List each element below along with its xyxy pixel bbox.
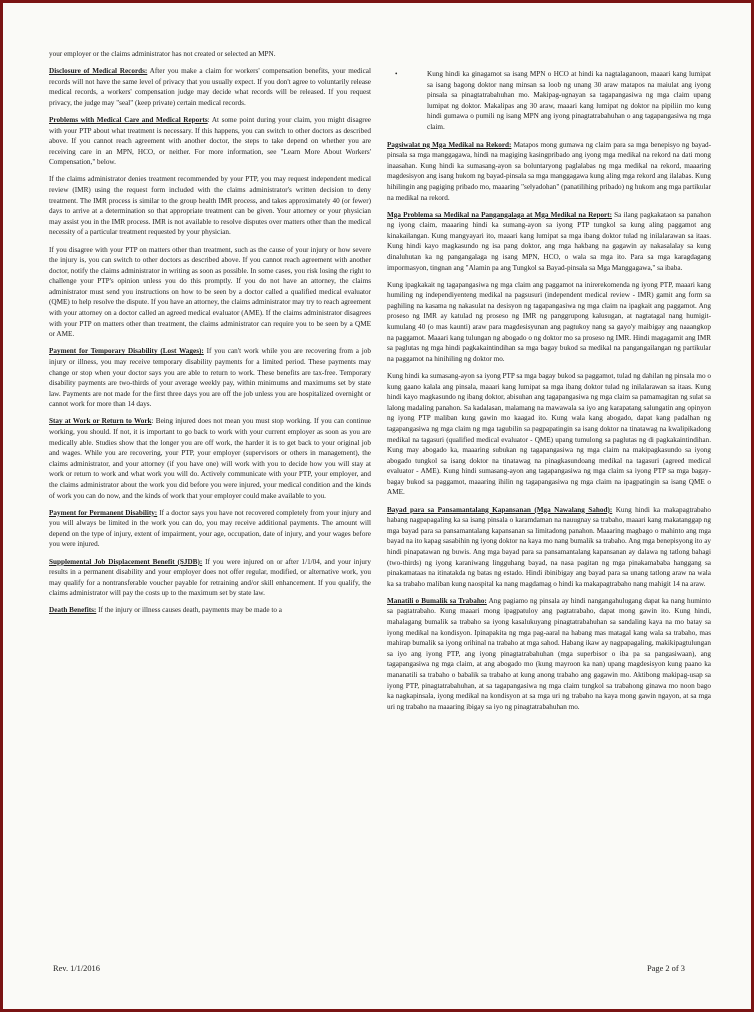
heading-bayad: Bayad para sa Pansamantalang Kapansanan (Mga Nawalang Sahod): bbox=[387, 505, 613, 514]
paragraph-mpn-note: your employer or the claims administrator has not created or selected an MPN. bbox=[49, 50, 276, 58]
heading-stay-at-work: Stay at Work or Return to Work bbox=[49, 417, 152, 426]
paragraph-stay-at-work: Stay at Work or Return to Work: Being injured does not mean you must stop working. If you can continue working, you should. If not, it is important to go back to work with your current employer as soon as you are medically able. Studies show that the longer you are off work, the harder it is to get back to your original job and wages. While you are recovering, your PTP, your employer (supervisors or others in management), the claims administrator, and your attorney (if you have one) will work with you to decide how you will stay at work or return to work and what work you will do. Actively communicate with your PTP, your employer, and the claims administrator about the work you did before you were injured, your medical condition and the kinds of work you can do now, and the kinds of work that your employer could make available to you. bbox=[49, 417, 371, 500]
heading-sjdb: Supplemental Job Displacement Benefit (SJDB): bbox=[49, 557, 203, 566]
heading-temporary-disability: Payment for Temporary Disability (Lost Wages): bbox=[49, 347, 204, 356]
heading-death-benefits: Death Benefits: bbox=[49, 606, 97, 615]
bullet-item: • Kung hindi ka ginagamot sa isang MPN o HCO at hindi ka nagtalaganoon, maaari kang lumipat sa isang bagong doktor nang minsan sa loob ng unang 30 araw matapos na maiulat ang iyong pinsala sa pinagtatrabahuhan mo. Makipag-ugnayan sa tagapangasiwa ng mga claim upang lumipat ng doktor. Makalipas ang 30 araw, maaari kang lumipat ng doktor na pipiliin mo kung hindi gumawa o pumili ng isang MPN ang iyong pinagtatrabahuhan o ang tagapangasiwa ng mga claim. bbox=[395, 70, 711, 131]
paragraph-death-benefits: Death Benefits: If the injury or illness causes death, payments may be made to a bbox=[49, 606, 282, 615]
paragraph-imr: If the claims administrator denies treatment recommended by your PTP, you may request independent medical review (IMR) using the request form included with the claims administrator's written decision to deny treatment. The IMR process is similar to the group health IMR process, and takes approximately 40 (or fewer) days to arrive at a determination so that appropriate treatment can be given. Your attorney or your physician may assist you in the IMR process. IMR is not available to resolve disputes over matters other than the medical necessity of a particular treatment requested by your physician. bbox=[49, 175, 371, 237]
paragraph-disclosure: Disclosure of Medical Records: After you make a claim for workers' compensation benefits, your medical records will not have the same level of privacy that you usually expect. If you don't agree to voluntarily release medical records, a workers' compensation judge may decide what records will be released. If you request privacy, the judge may "seal" (keep private) certain medical records. bbox=[49, 67, 371, 107]
heading-permanent-disability: Payment for Permanent Disability: bbox=[49, 508, 158, 517]
footer-page-number: Page 2 of 3 bbox=[647, 964, 685, 973]
heading-disclosure: Disclosure of Medical Records: bbox=[49, 67, 148, 76]
paragraph-problems: Problems with Medical Care and Medical Reports: At some point during your claim, you might disagree with your PTP about what treatment is necessary. If this happens, you can switch to other doctors as described above. If you cannot reach agreement with another doctor, the steps to take depend on whether you are receiving care in an MPN, HCO, or neither. For more information, see "Learn More About Workers' Compensation," below. bbox=[49, 115, 371, 167]
paragraph-bayad: Bayad para sa Pansamantalang Kapansanan (Mga Nawalang Sahod): Kung hindi ka makapagtrabaho habang nagpapagaling ka sa isang pinsala o karamdaman na nauugnay sa trabaho, maaari kang makatanggap ng mga bayad para sa pansamantalang kapansanan sa limitadong panahon. Maaaring magbago o mahinto ang mga bayad na ito kapag sasabihin ng iyong doktor na kaya mo nang bumalik sa trabaho. Ang mga benepisyong ito ay hindi pinapatawan ng buwis. Ang mga bayad para sa pansamantalang kapansanan ay dalawa ng tatlong bahagi (two-thirds) ng iyong karaniwang lingguhang bayad, na nasa pagitan ng mga pinakamababa hanggang sa pinakamataas na itinatakda ng batas ng estado. Hindi ibinibigay ang bayad para sa unang tatlong araw na wala ka sa trabaho maliban kung naospital ka nang magdamag o hindi ka makapagtrabaho nang mahigit 14 na araw. bbox=[387, 505, 711, 588]
heading-manatili: Manatili o Bumalik sa Trabaho: bbox=[387, 596, 487, 605]
paragraph-manatili: Manatili o Bumalik sa Trabaho: Ang pagiamo ng pinsala ay hindi nangangahulugang dapat ka nang huminto sa pagtatrabaho. Kung maaari mong ipagpatuloy ang pagtatrabaho, dapat mong gawin ito. Kung hindi, mahalagang bumalik sa trabaho sa iyong kasalukuyang pinagtatrabahuhan sa sandaling kaya na mo batay sa iyong medikal na kondisyon. Ipinapakita ng mga pag-aaral na habang mas matagal kang wala sa trabaho, mas mahirap bumalik sa iyong orihinal na trabaho at mga sahod. Habang ikaw ay nagpapagaling, makikipagtulungan sa iyo ang iyong PTP, ang iyong pinagtatrabahuhan (mga superbisor o iba pa sa pangasiwaan), ang tagapangasiwa ng mga claim, at ang abogado mo (kung mayroon ka nan) upang magdesisyon kung paano ka mananatili sa trabaho o babalik sa trabaho at kung anong trabaho ang gagawin mo. Aktibong makipag-usap sa iyong PTP, pinagtatrabahuhan, at sa tagapangasiwa ng mga claim tungkol sa trabahong ginawa mo noon bago ka nagkapinsala, iyong medikal na kondisyon at sa mga uri ng trabaho na kaya mong gawin ngayon, at sa mga uri ng trabaho na maaaring ibigay sa iyo ng pinagtatrabahuhan mo. bbox=[387, 596, 711, 711]
paragraph-mga-problema: Mga Problema sa Medikal na Pangangalaga at Mga Medikal na Report: Sa ilang pagkakataon sa panahon ng iyong claim, maaaring hindi ka sumang-ayon sa iyong PTP tungkol sa kung aling paggamot ang kinakailangan. Kung mangyayari ito, maaari kang lumipat sa mga ibang doktor tulad ng inilalarawan sa itaas. Kung hindi kayo magkasundo ng isa pang doktor, ang mga hakbang na gagawin ay nakasalalay sa kung dinaluhutan ka ng pangangalaga ng isang MPN, HCO, o wala sa mga ito. Para sa mga karagdagang impormasyon, tingnan ang "Alamin pa ang Tungkol sa Bayad-pinsala sa Mga Manggagawa," sa ibaba. bbox=[387, 210, 712, 272]
paragraph-sjdb: Supplemental Job Displacement Benefit (SJDB): If you were injured on or after 1/1/04, and your injury results in a permanent disability and your employer does not offer regular, modified, or alternative work, you may qualify for a nontransferable voucher payable for retraining and/or skill enhancement. If you qualify, the claims administrator will pay the costs up to the maximum set by state law. bbox=[49, 557, 371, 598]
paragraph-pagsiwalat: Pagsiwalat ng Mga Medikal na Rekord: Matapos mong gumawa ng claim para sa mga benepisyo ng bayad-pinsala sa mga manggagawa, hindi na magiging kasingpribado ang iyong mga medikal na rekord na dati mong inaasahan. Kung hindi ka sumasang-ayon sa boluntaryong paglalabas ng mga medikal na rekord, maaaring magdesisyon ang isang hukom ng bayad-pinsala sa mga manggagawa kung aling mga rekord ang ilalabas. Kung hihilingin ang pagiging pribado mo, maaaring "selyadohan" (panatilihing pribado) ng hukom ang mga partikular na medikal na rekord. bbox=[387, 140, 711, 202]
footer-revision: Rev. 1/1/2016 bbox=[53, 964, 100, 973]
paragraph-disagree-tagalog: Kung hindi ka sumasang-ayon sa iyong PTP sa mga bagay bukod sa paggamot, tulad ng dahilan ng pinsala mo o kung gaano kalala ang pinsala, maaari kang lumipat sa mga ibang doktor tulad ng inilalarawan sa itaas. Kung hindi kayo magkasundo ng ibang doktor, abisuhan ang tagapangasiwa ng mga claim sa pamamagitan ng sulat sa lalong madaling panahon. Sa kadalasan, malamang na mawawala sa iyo ang karapatang salungatin ang opinyon ng iyong PTP maliban kung gawin mo kaagad ito. Kung wala kang abogado, dapat kang padalhan ng tagapangasiwa ng mga claim ng mga tagubilin sa pagpapatingin sa isang doktor na tinatawag na kwalipikadong medikal na tagasuri (qualified medical evaluator - QME) upang tumulong sa paglutas ng di pagkakaintindihan. Kung may abogado ka, maaaring subukan ng tagapangasiwa ng mga claim na makipagkasundo sa iyong abogado tungkol sa isang doktor na tinatawag na pinagkasundoang medikal na tagasuri (agreed medical evaluator - AME). Kung hindi sumasang-ayon ang tagapangasiwa ng mga claim sa iyong PTP sa mga bagay-bagay bukod sa paggamot, maaaring ihilin ng tagapangasiwa ng mga claim na ipagpatingin sa isang QME o AME. bbox=[387, 371, 711, 497]
bullet-dot-icon: • bbox=[395, 70, 398, 78]
paragraph-temporary-disability: Payment for Temporary Disability (Lost Wages): If you can't work while you are recovering from a job injury or illness, you may receive temporary disability payments for a limited period. These payments may change or stop when your doctor says you are able to return to work. These benefits are tax-free. Temporary disability payments are two-thirds of your average weekly pay, within minimums and maximums set by state law. Payments are not made for the first three days you are off the job unless you are hospitalized overnight or cannot work for more than 14 days. bbox=[49, 347, 371, 409]
right-column bbox=[387, 49, 711, 719]
heading-mga-problema: Mga Problema sa Medikal na Pangangalaga at Mga Medikal na Report: bbox=[387, 210, 613, 219]
paragraph-disagree: If you disagree with your PTP on matters other than treatment, such as the cause of your injury or how severe the injury is, you can switch to other doctors as described above. If you cannot reach agreement with another doctor, notify the claims administrator in writing as soon as possible. In some cases, you risk losing the right to challenge your PTP's opinion unless you do this promptly. If you do not have an attorney, the claims administrator must send you instructions on how to be seen by a doctor called a qualified medical evaluator (QME) to help resolve the dispute. If you have an attorney, the claims administrator may try to reach agreement with your attorney on a doctor called an agreed medical evaluator (AME). If the claims administrator disagrees with your PTP on matters other than treatment, the claims administrator can require you to be seen by a QME or AME. bbox=[49, 245, 371, 339]
paragraph-permanent-disability: Payment for Permanent Disability: If a doctor says you have not recovered completely from your injury and you will always be limited in the work you can do, you may receive additional payments. The amount will depend on the type of injury, extent of impairment, your age, occupation, date of injury, and your wages before you were injured. bbox=[49, 508, 371, 549]
paragraph-imr-tagalog: Kung ipagkakait ng tagapangasiwa ng mga claim ang paggamot na inirerekomenda ng iyong PTP, maaari kang humiling ng independiyenteng medikal na pagsusuri (independent medical review - IMR) gamit ang form sa paghiling na kasama ng nakasulat na desisyon ng tagapangasiwa ng mga claim na ipagkait ang paggamot. Ang proseso ng IMR ay katulad ng proseso ng IMR ng panggrupong kalusugan, at nagtatagal nang humigit-kumulang 40 (o mas kaunti) araw para magdesisyunan ang pagtukoy nang sa gayo'y maibigay ang naaangkop na paggamot. Maaari kang tulungan ng abogado o ng doktor mo sa proseso ng IMR. Hindi magagamit ang IMR sa paglutas ng mga hindi pagkakaintindihan sa mga bagay bukod sa medikal na pangangailangan ng partikular na paggamot na hinihiling ng doktor mo. bbox=[387, 280, 711, 363]
heading-problems: Problems with Medical Care and Medical Reports bbox=[49, 115, 208, 124]
left-column bbox=[49, 49, 371, 623]
heading-pagsiwalat: Pagsiwalat ng Mga Medikal na Rekord: bbox=[387, 140, 512, 149]
